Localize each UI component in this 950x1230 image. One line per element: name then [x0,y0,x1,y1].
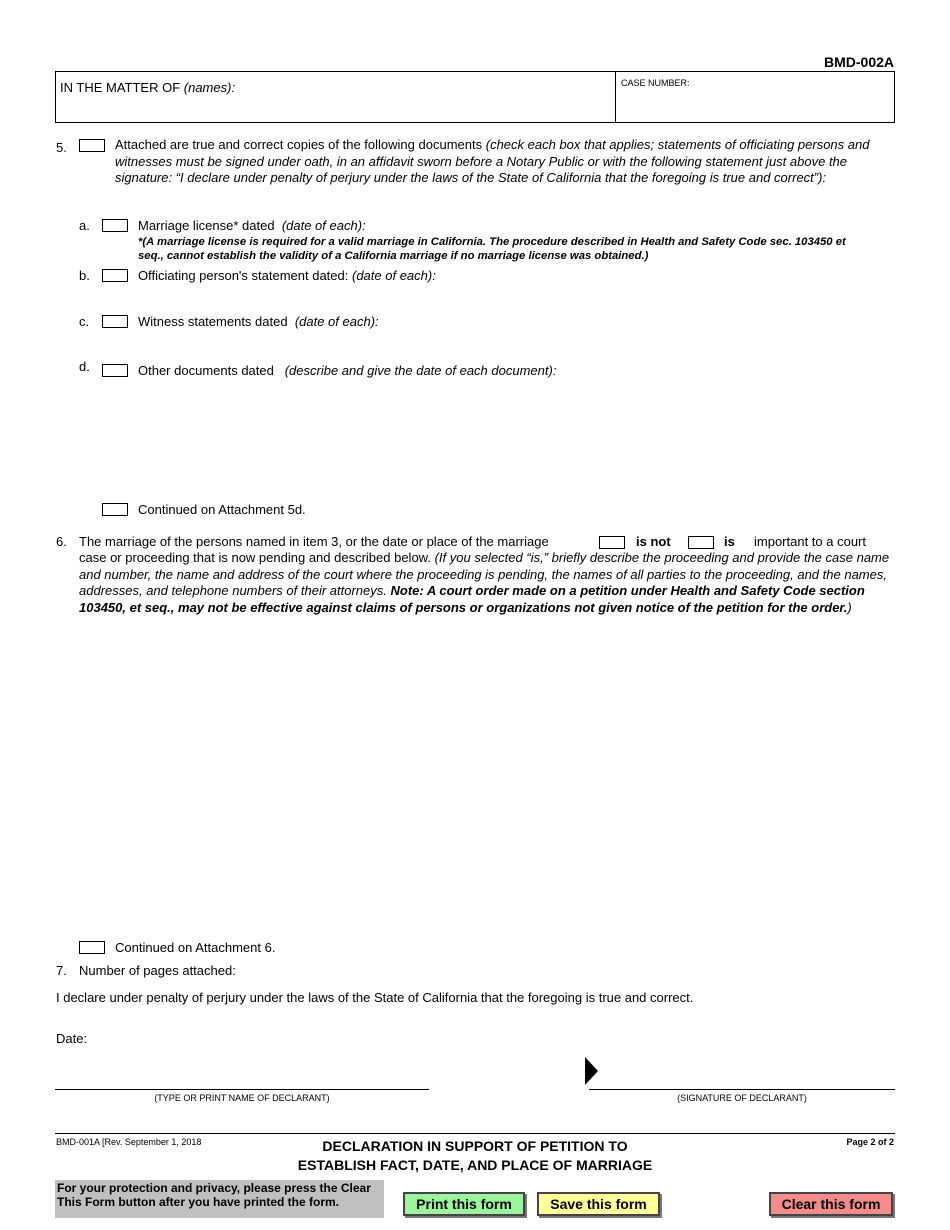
item6-number: 6. [56,534,67,549]
print-button[interactable]: Print this form [403,1192,525,1216]
case-number-field[interactable] [616,72,894,122]
item5b-checkbox[interactable] [102,269,128,282]
save-button[interactable]: Save this form [537,1192,660,1216]
item5d-checkbox[interactable] [102,364,128,377]
signature-caption: (SIGNATURE OF DECLARANT) [677,1093,807,1103]
footer-title: DECLARATION IN SUPPORT OF PETITION TO ESTABLISH FACT, DATE, AND PLACE OF MARRIAGE [297,1138,653,1173]
item7-number: 7. [56,963,67,978]
name-caption: (TYPE OR PRINT NAME OF DECLARANT) [154,1093,330,1103]
signature-line[interactable] [589,1089,895,1090]
date-label: Date: [56,1031,88,1046]
form-id: BMD-002A [823,54,894,70]
matter-field[interactable] [56,72,616,122]
item6-continued-checkbox[interactable] [79,941,105,954]
name-line[interactable] [55,1089,429,1090]
signature-arrow-icon [585,1057,598,1085]
declaration-text: I declare under penalty of perjury under the laws of the State of California that the foregoing is true and correct. [56,990,694,1005]
is-checkbox[interactable] [688,536,714,549]
case-number-label: CASE NUMBER: [621,78,690,88]
matter-label-italic: (names): [183,80,236,95]
item5a-label: Marriage license* dated (date of each): [138,218,366,233]
item5d-letter: d. [79,359,90,374]
item5d-continued-label: Continued on Attachment 5d. [138,502,306,517]
clear-button[interactable]: Clear this form [769,1192,893,1216]
footer-page: Page 2 of 2 [846,1137,894,1147]
item5d-label: Other documents dated (describe and give the date of each document): [138,363,557,378]
matter-label: IN THE MATTER OF [60,80,181,95]
item5c-checkbox[interactable] [102,315,128,328]
item6-text2-start: important to a court [754,534,866,549]
is-not-label: is not [636,534,671,549]
footer-rule [55,1133,895,1134]
item6-paragraph: case or proceeding that is now pending and described below. (If you selected “is,” briefly describe the proceeding and provide the case name and number, the name and address of the court where the proceeding is pending, the names of all parties to the proceeding, and the names, addresses, and telephone numbers of their attorneys. Note: A court order made on a petition under Health and Safety Code section 103450, et seq., may not be effective against claims of persons or organizations not given notice of the petition for the order.) [79,550,890,615]
is-not-checkbox[interactable] [599,536,625,549]
footer-form-rev: BMD-001A [Rev. September 1, 2018 [56,1137,202,1147]
item5d-continued-checkbox[interactable] [102,503,128,516]
item5c-letter: c. [79,314,90,329]
item7-label: Number of pages attached: [79,963,236,978]
item5-intro: Attached are true and correct copies of the following documents (check each box that applies; statements of officiating persons and witnesses must be signed under oath, in an affidavit sworn before a Notary Public or with the following statement just above the signature: “I declare under penalty of perjury under the laws of the State of California that the foregoing is true and correct”): [115,137,870,185]
item5a-checkbox[interactable] [102,219,128,232]
item5a-note: *(A marriage license is required for a valid marriage in California. The procedure described in Health and Safety Code sec. 103450 et seq., cannot establish the validity of a California marriage if no marriage license was obtained.) [138,236,846,262]
privacy-notice: For your protection and privacy, please press the Clear This Form button after you have printed the form. [55,1180,384,1218]
is-label: is [724,534,735,549]
item6-text1: The marriage of the persons named in item 3, or the date or place of the marriage [79,534,549,549]
item6-continued-label: Continued on Attachment 6. [115,940,276,955]
item5b-letter: b. [79,268,90,283]
item5-checkbox[interactable] [79,139,105,152]
item5b-label: Officiating person's statement dated: (date of each): [138,268,436,283]
item5c-label: Witness statements dated (date of each): [138,314,379,329]
caption-box [55,71,895,123]
item5a-letter: a. [79,218,90,233]
item5-number: 5. [56,140,67,155]
